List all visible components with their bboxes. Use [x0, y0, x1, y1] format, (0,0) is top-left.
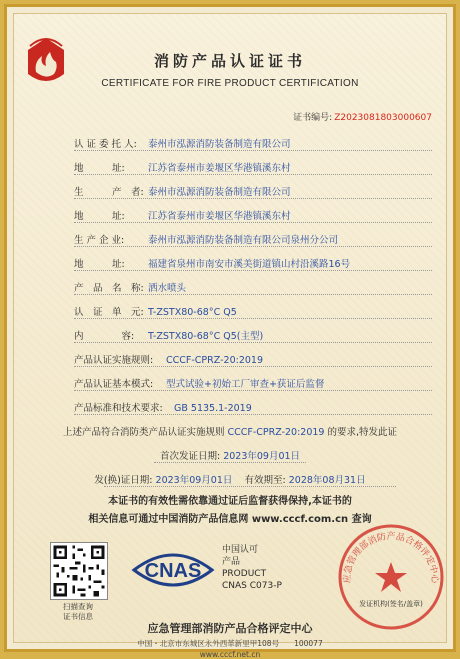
qr-caption-line-2: 证书信息: [63, 612, 93, 621]
certificate-subtitle: CERTIFICATE FOR FIRE PRODUCT CERTIFICATION: [101, 78, 359, 89]
cnas-line-2: 产品: [222, 557, 241, 567]
statement-suffix: 的要求,特发此证: [327, 427, 398, 438]
official-seal-icon: [336, 522, 446, 632]
factory-address-value: 福建省泉州市南安市溪美街道镇山村沿溪路16号: [148, 259, 351, 270]
producer-row: [74, 184, 436, 198]
first-issue-label: 首次发证日期:: [159, 451, 221, 462]
valid-until-label: 有效期至:: [244, 475, 286, 486]
cnas-line-3: PRODUCT: [222, 569, 267, 579]
divider: [74, 198, 432, 199]
divider: [74, 174, 432, 175]
product-row: [74, 280, 436, 294]
statement-rule: CCCF-CPRZ-20:2019: [227, 427, 325, 438]
divider: [74, 390, 432, 391]
footer-address: 中国・北京市东城区永外西革新里甲108号 100077: [137, 639, 323, 648]
seal-text: 应急管理部消防产品合格评定中心: [342, 532, 440, 584]
certificate-body: [13, 13, 447, 659]
client-address-value: 江苏省泰州市姜堰区华港镇溪东村: [148, 163, 291, 174]
divider: [74, 366, 432, 367]
valid-until-value: 2028年08月31日: [288, 475, 366, 486]
client-value: 泰州市泓源消防装备制造有限公司: [148, 139, 291, 150]
factory-row: [74, 232, 436, 246]
cnas-line-4: CNAS C073-P: [222, 581, 282, 591]
qr-code-icon: [50, 542, 108, 600]
validity-note-line-2: 相关信息可通过中国消防产品信息网 www.cccf.com.cn 查询: [88, 514, 372, 525]
producer-address-value: 江苏省泰州市姜堰区华港镇溪东村: [148, 211, 291, 222]
rule-value: CCCF-CPRZ-20:2019: [166, 355, 263, 366]
unit-label: 认 证 单 元:: [74, 307, 144, 318]
unit-row: [74, 304, 436, 318]
factory-address-label: 地 址:: [74, 259, 125, 270]
client-address-label: 地 址:: [74, 163, 125, 174]
first-issue-value: 2023年09月01日: [223, 451, 301, 462]
producer-label: 生 产 者:: [74, 187, 144, 198]
validity-note-line-1: 本证书的有效性需依靠通过证后监督获得保持,本证书的: [108, 496, 352, 507]
factory-address-row: [74, 256, 436, 270]
product-value: 洒水喷头: [148, 283, 187, 294]
producer-address-row: [74, 208, 436, 222]
issue-date-value: 2023年09月01日: [155, 475, 233, 486]
divider: [74, 246, 432, 247]
client-address-row: [74, 160, 436, 174]
mode-value: 型式试验+初始工厂审查+获证后监督: [166, 379, 325, 390]
cnas-logo-icon: [130, 542, 216, 598]
factory-value: 泰州市泓源消防装备制造有限公司泉州分公司: [148, 235, 339, 246]
content-label: 内 容:: [74, 331, 135, 342]
divider: [74, 222, 432, 223]
certificate-number-value: Z2023081803000607: [334, 113, 432, 123]
cnas-line-1: 中国认可: [222, 545, 259, 555]
factory-label: 生 产 企 业:: [74, 235, 125, 246]
certificate-number: [293, 110, 432, 123]
standard-value: GB 5135.1-2019: [174, 403, 252, 414]
divider: [74, 414, 432, 415]
divider: [74, 150, 432, 151]
divider: [74, 294, 432, 295]
product-label: 产 品 名 称:: [74, 283, 144, 294]
issue-date-label: 发(换)证日期:: [94, 475, 153, 486]
footer-organization: 应急管理部消防产品合格评定中心: [147, 622, 313, 635]
standard-label: 产品标准和技术要求:: [74, 403, 163, 414]
qr-caption-line-1: 扫描查询: [63, 602, 93, 611]
cnas-accreditation: [222, 544, 282, 592]
divider: [74, 270, 432, 271]
seal-sign-label: 发证机构(签名/盖章): [359, 600, 423, 608]
standard-row: [74, 400, 436, 414]
content-value: T-ZSTX80-68°C Q5(主型): [148, 331, 264, 342]
mode-row: [74, 376, 436, 390]
first-issue-date: [14, 448, 446, 462]
certificate-number-label: 证书编号:: [293, 113, 333, 123]
qr-caption: [44, 602, 112, 622]
cnas-logo-text: CNAS: [144, 560, 202, 582]
client-label: 认 证 委 托 人:: [74, 139, 137, 150]
issue-valid-dates: [14, 472, 446, 486]
mode-label: 产品认证基本模式:: [74, 379, 154, 390]
statement-prefix: 上述产品符合消防类产品认证实施规则: [62, 427, 225, 438]
client-row: [74, 136, 436, 150]
divider: [74, 342, 432, 343]
certificate-frame: [4, 4, 456, 659]
rule-row: [74, 352, 436, 366]
divider: [74, 318, 432, 319]
divider: [154, 462, 306, 463]
divider: [104, 486, 396, 487]
content-row: [74, 328, 436, 342]
producer-address-label: 地 址:: [74, 211, 125, 222]
producer-value: 泰州市泓源消防装备制造有限公司: [148, 187, 291, 198]
certificate-title: 消防产品认证证书: [153, 52, 306, 70]
unit-value: T-ZSTX80-68°C Q5: [148, 307, 237, 318]
statement: [14, 424, 446, 438]
rule-label: 产品认证实施规则:: [74, 355, 154, 366]
footer-website: www.cccf.net.cn: [199, 650, 261, 659]
